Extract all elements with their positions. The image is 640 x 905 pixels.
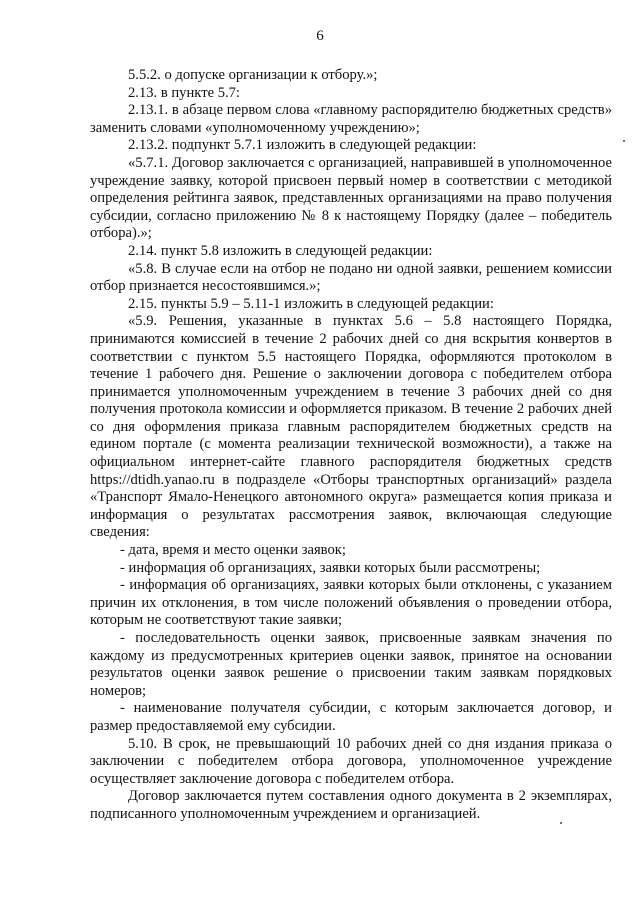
paragraph: 2.13.1. в абзаце первом слова «главному распорядителю бюджетных средств» заменить словами «уполномоченному учреждению»; (90, 102, 612, 136)
document-body (90, 67, 612, 824)
paragraph: 2.15. пункты 5.9 – 5.11-1 изложить в следующей редакции: (128, 295, 494, 312)
paragraph: 2.14. пункт 5.8 изложить в следующей редакции: (128, 242, 433, 259)
scan-speck (623, 140, 625, 142)
paragraph: «5.8. В случае если на отбор не подано ни одной заявки, решением комиссии отбор признается несостоявшимся.»; (90, 260, 612, 295)
list-item: - последовательность оценки заявок, присвоенные заявкам значения по каждому из предусмотренных критериев оценки заявок, принятое на основании результатов оценки заявок решение о присвоении таким заявкам порядковых номеров; (90, 630, 612, 699)
list-item: - информация об организациях, заявки которых были отклонены, с указанием причин их отклонения, в том числе положений объявления о проведении отбора, которым не соответствуют такие заявки; (90, 577, 612, 629)
paragraph: «5.9. Решения, указанные в пунктах 5.6 – 5.8 настоящего Порядка, принимаются комиссией в течение 2 рабочих дней со дня вскрытия конвертов в соответствии с пунктом 5.5 настоящего Порядка, оформляются протоколом в течение 1 рабочего дня. Решение о заключении договора с победителем отбора принимается уполномоченным учреждением в течение 3 рабочих дней со дня получения протокола комиссии и оформляется приказом. В течение 2 рабочих дней со дня оформления приказа главным распорядителем бюджетных средств на едином портале (с момента реализации технической возможности), а также на официальном интернет-сайте главного распорядителя бюджетных средств https://dtidh.yanao.ru в подразделе «Отборы транспортных организаций» раздела «Транспорт Ямало-Ненецкого автономного округа» размещается копия приказа и информация о результатах рассмотрения заявок, включающая следующие сведения: (90, 313, 612, 541)
list-item: - наименование получателя субсидии, с которым заключается договор, и размер предоставляемой ему субсидии. (90, 700, 612, 734)
paragraph: Договор заключается путем составления одного документа в 2 экземплярах, подписанного уполномоченным учреждением и организацией. (90, 788, 612, 822)
scan-speck (560, 822, 562, 824)
paragraph: 2.13.2. подпункт 5.7.1 изложить в следующей редакции: (128, 137, 477, 154)
page-number: 6 (316, 28, 324, 44)
paragraph: 2.13. в пункте 5.7: (128, 84, 240, 101)
paragraph: «5.7.1. Договор заключается с организацией, направившей в уполномоченное учреждение заявку, которой присвоен первый номер в соответствии с методикой определения рейтинга заявок, представленных организациями на право получения субсидии, согласно приложению № 8 к настоящему Порядку (далее – победитель отбора).»; (90, 154, 612, 242)
list-item: - дата, время и место оценки заявок; (120, 542, 346, 559)
paragraph: 5.10. В срок, не превышающий 10 рабочих дней со дня издания приказа о заключении с победителем отбора договора, уполномоченное учреждение осуществляет заключение договора с победителем отбора. (90, 735, 612, 787)
paragraph: 5.5.2. о допуске организации к отбору.»; (128, 67, 378, 83)
list-item: - информация об организациях, заявки которых были рассмотрены; (120, 559, 541, 576)
